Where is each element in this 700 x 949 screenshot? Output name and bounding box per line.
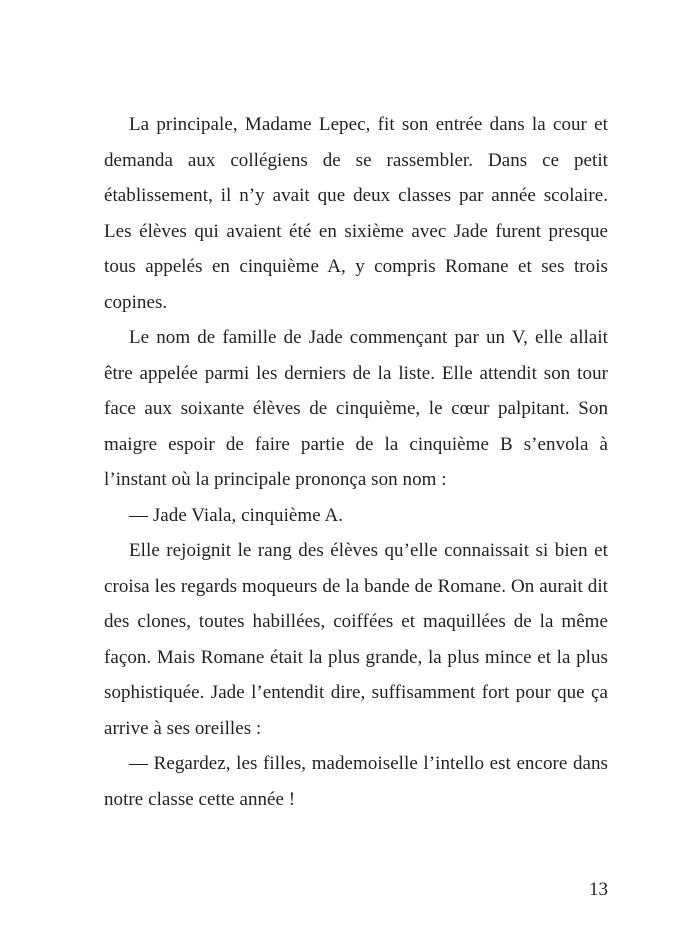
page-number: 13 [589, 879, 608, 900]
paragraph-assembly: La principale, Madame Lepec, fit son entrée dans la cour et demanda aux collégiens de se rassembler. Dans ce petit établissement, il n’y avait que deux classes par année scolaire. Les élèves qui avaient été en sixième avec Jade furent presque tous appelés en cinquième A, y compris Romane et ses trois copines. [104, 114, 608, 313]
paragraph-waiting: Le nom de famille de Jade commençant par un V, elle allait être appelée parmi les derniers de la liste. Elle attendit son tour face aux soixante élèves de cinquième, le cœur palpitant. Son maigre espoir de faire partie de la cinquième B s’envola à l’instant où la principale prononça son nom : [104, 327, 608, 490]
dialogue-line-romane: — Regardez, les filles, mademoiselle l’intello est encore dans notre classe cette année ! [104, 753, 608, 810]
body-text [104, 107, 608, 817]
dialogue-line-principal: — Jade Viala, cinquième A. [129, 504, 344, 526]
paragraph-romane-gang: Elle rejoignit le rang des élèves qu’elle connaissait si bien et croisa les regards moqueurs de la bande de Romane. On aurait dit des clones, toutes habillées, coiffées et maquillées de la même façon. Mais Romane était la plus grande, la plus mince et la plus sophistiquée. Jade l’entendit dire, suffisamment fort pour que ça arrive à ses oreilles : [104, 540, 608, 739]
